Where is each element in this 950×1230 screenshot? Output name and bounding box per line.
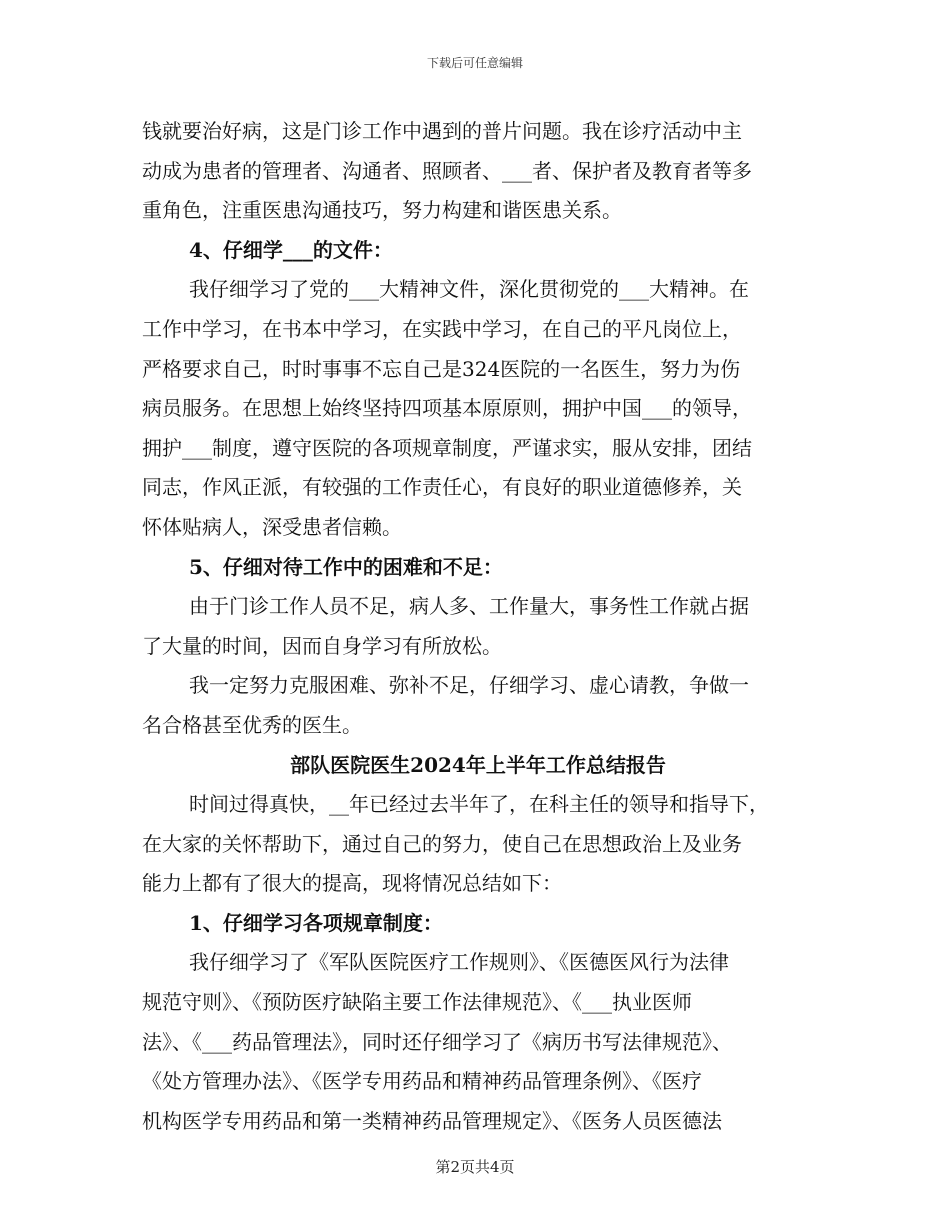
paragraph-line: 名合格甚至优秀的医生。 (142, 712, 362, 737)
paragraph-line: 在大家的关怀帮助下，通过自己的努力，使自己在思想政治上及业务 (142, 831, 742, 856)
page-header: 下载后可任意编辑 (426, 56, 523, 70)
subsection-heading: 4、仔细学___的文件： (189, 237, 393, 262)
paragraph-line: 规范守则》、《预防医疗缺陷主要工作法律规范》、《___执业医师 (142, 990, 692, 1015)
paragraph-line: 工作中学习，在书本中学习，在实践中学习，在自己的平凡岗位上， (142, 316, 742, 341)
paragraph-line: 时间过得真快，__年已经过去半年了，在科主任的领导和指导下， (189, 792, 769, 817)
paragraph-line: 我仔细学习了党的___大精神文件，深化贯彻党的___大精神。在 (189, 277, 749, 302)
paragraph-line: 动成为患者的管理者、沟通者、照顾者、___者、保护者及教育者等多 (142, 158, 752, 183)
paragraph-line: 严格要求自己，时时事事不忘自己是324医院的一名医生，努力为伤 (142, 356, 741, 381)
paragraph-line: 我一定努力克服困难、弥补不足，仔细学习、虚心请教，争做一 (189, 673, 749, 698)
document-body (142, 112, 814, 1141)
paragraph-line: 钱就要治好病，这是门诊工作中遇到的普片问题。我在诊疗活动中主 (142, 119, 742, 143)
paragraph-line: 了大量的时间，因而自身学习有所放松。 (142, 633, 502, 658)
subsection-heading: 1、仔细学习各项规章制度： (189, 910, 443, 935)
section-title: 部队医院医生2024年上半年工作总结报告 (290, 752, 666, 777)
subsection-heading: 5、仔细对待工作中的困难和不足： (189, 554, 503, 579)
paragraph-line: 同志，作风正派，有较强的工作责任心，有良好的职业道德修养，关 (142, 475, 742, 500)
paragraph-line: 我仔细学习了《军队医院医疗工作规则》、《医德医风行为法律 (189, 950, 729, 975)
paragraph-line: 《处方管理办法》、《医学专用药品和精神药品管理条例》、《医疗 (142, 1069, 702, 1094)
paragraph-line: 病员服务。在思想上始终坚持四项基本原原则，拥护中国___的领导， (142, 396, 752, 421)
paragraph-line: 机构医学专用药品和第一类精神药品管理规定》、《医务人员医德法 (142, 1108, 722, 1133)
paragraph-line: 能力上都有了很大的提高，现将情况总结如下： (142, 871, 562, 896)
paragraph-line: 怀体贴病人，深受患者信赖。 (142, 514, 402, 539)
page-footer: 第2页共4页 (435, 1158, 515, 1176)
paragraph-line: 拥护___制度，遵守医院的各项规章制度，严谨求实，服从安排，团结 (142, 435, 752, 460)
paragraph-line: 法》、《___药品管理法》，同时还仔细学习了《病历书写法律规范》、 (142, 1029, 732, 1054)
paragraph-line: 由于门诊工作人员不足，病人多、工作量大，事务性工作就占据 (189, 594, 749, 619)
paragraph-line: 重角色，注重医患沟通技巧，努力构建和谐医患关系。 (142, 198, 622, 223)
